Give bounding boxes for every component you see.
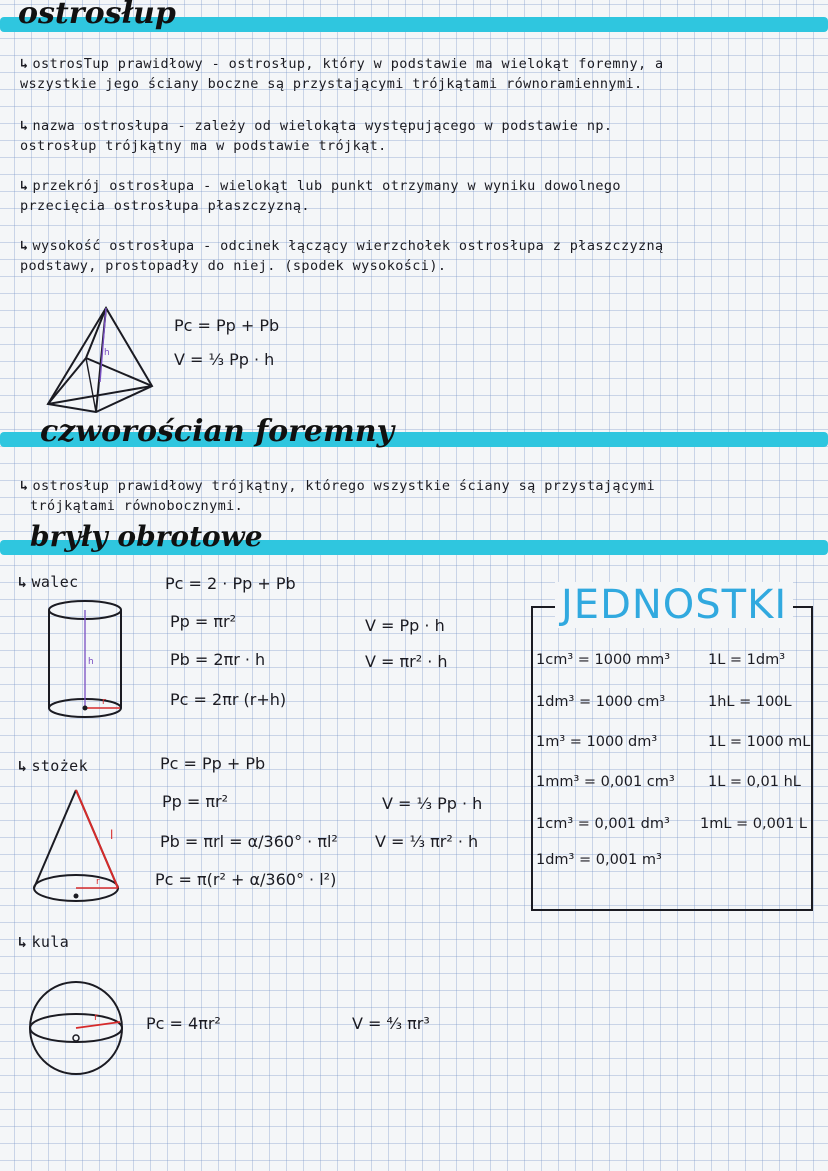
- section-title-ostroslup: ostrosłup: [18, 0, 176, 31]
- arrow-icon: ↳: [18, 573, 28, 591]
- svg-text:h: h: [104, 348, 110, 358]
- unit-row: 1L = 0,01 hL: [708, 774, 801, 790]
- unit-row: 1L = 1000 mL: [708, 734, 811, 750]
- note-line: nazwa ostrosłupa - zależy od wielokąta występującego w podstawie np.: [32, 118, 613, 134]
- unit-row: 1cm³ = 1000 mm³: [536, 652, 671, 668]
- formula: Pb = πrl = α/360° · πl²: [160, 832, 338, 851]
- arrow-icon: ↳: [20, 56, 29, 72]
- formula: Pp = πr²: [170, 612, 237, 631]
- note-line: wszystkie jego ściany boczne są przystającymi trójkątami równoramiennymi.: [20, 76, 643, 92]
- unit-row: 1mL = 0,001 L: [700, 816, 807, 832]
- cylinder-h-label: h: [88, 657, 94, 667]
- section-title-bryly: bryły obrotowe: [30, 520, 263, 553]
- cylinder-r-label: r: [102, 697, 106, 707]
- formula: V = ⅓ πr² · h: [375, 832, 479, 851]
- unit-row: 1m³ = 1000 dm³: [536, 734, 658, 750]
- arrow-icon: ↳: [18, 933, 28, 951]
- formula: Pc = π(r² + α/360° · l²): [155, 870, 337, 889]
- arrow-icon: ↳: [20, 178, 29, 194]
- kula-label: kula: [31, 933, 70, 951]
- cylinder-drawing: [40, 596, 130, 726]
- unit-row: 1mm³ = 0,001 cm³: [536, 774, 675, 790]
- sphere-drawing: [24, 976, 134, 1086]
- note-line: podstawy, prostopadły do niej. (spodek wysokości).: [20, 258, 447, 274]
- formula: V = ⅓ Pp · h: [174, 350, 275, 369]
- arrow-icon: ↳: [20, 478, 29, 494]
- unit-row: 1dm³ = 0,001 m³: [536, 852, 662, 868]
- formula: Pc = 4πr²: [146, 1014, 221, 1033]
- formula: V = Pp · h: [365, 616, 445, 635]
- cone-drawing: [30, 784, 140, 909]
- formula: Pp = πr²: [162, 792, 229, 811]
- formula: Pc = Pp + Pb: [160, 754, 266, 773]
- formula: Pb = 2πr · h: [170, 650, 266, 669]
- note-line: ostrosTup prawidłowy - ostrosłup, który w podstawie ma wielokąt foremny, a: [32, 56, 664, 72]
- unit-row: 1cm³ = 0,001 dm³: [536, 816, 670, 832]
- note-line: trójkątami równobocznymi.: [30, 498, 244, 514]
- formula: Pc = 2 · Pp + Pb: [165, 574, 296, 593]
- formula: V = ⁴⁄₃ πr³: [352, 1014, 430, 1033]
- stozek-label: stożek: [31, 757, 89, 775]
- unit-row: 1hL = 100L: [708, 694, 792, 710]
- arrow-icon: ↳: [18, 757, 28, 775]
- note-line: przecięcia ostrosłupa płaszczyzną.: [20, 198, 310, 214]
- sphere-r-label: r: [94, 1012, 99, 1023]
- arrow-icon: ↳: [20, 118, 29, 134]
- formula: Pc = 2πr (r+h): [170, 690, 287, 709]
- note-line: przekrój ostrosłupa - wielokąt lub punkt otrzymany w wyniku dowolnego: [32, 178, 621, 194]
- formula: Pc = Pp + Pb: [174, 316, 280, 335]
- note-line: ostrosłup trójkątny ma w podstawie trójkąt.: [20, 138, 387, 154]
- formula: V = πr² · h: [365, 652, 448, 671]
- formula: V = ⅓ Pp · h: [382, 794, 483, 813]
- cone-l-label: l: [110, 828, 114, 842]
- pyramid-drawing: [38, 300, 158, 415]
- cone-r-label: r: [96, 877, 100, 887]
- units-title: JEDNOSTKI: [555, 582, 793, 628]
- note-line: ostrosłup prawidłowy trójkątny, którego wszystkie ściany są przystającymi: [32, 478, 656, 494]
- unit-row: 1dm³ = 1000 cm³: [536, 694, 666, 710]
- walec-label: walec: [31, 573, 79, 591]
- unit-row: 1L = 1dm³: [708, 652, 786, 668]
- section-title-czworoscian: czworościan foremny: [40, 414, 394, 449]
- note-line: wysokość ostrosłupa - odcinek łączący wierzchołek ostrosłupa z płaszczyzną: [32, 238, 664, 254]
- arrow-icon: ↳: [20, 238, 29, 254]
